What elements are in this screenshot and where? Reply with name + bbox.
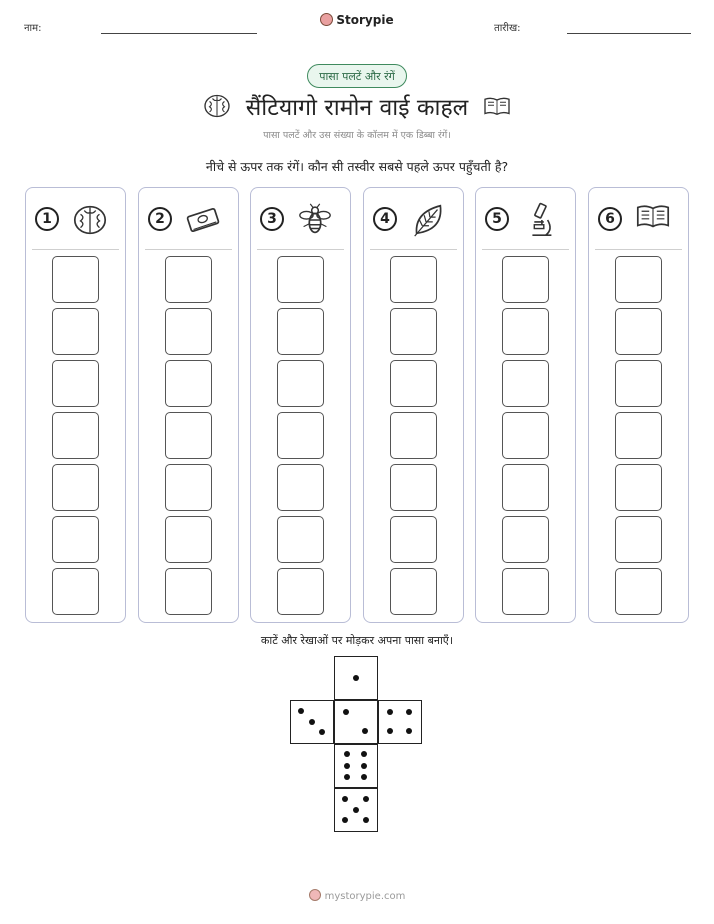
die-pip	[387, 709, 393, 715]
die-pip	[309, 719, 315, 725]
column-divider	[32, 249, 119, 250]
color-box[interactable]	[52, 308, 99, 355]
die-pip	[298, 708, 304, 714]
color-box[interactable]	[277, 568, 324, 615]
die-pip	[362, 728, 368, 734]
dice-column-6	[588, 187, 689, 623]
color-box[interactable]	[390, 464, 437, 511]
date-label: तारीख:	[494, 23, 521, 34]
color-box[interactable]	[502, 464, 549, 511]
column-divider	[370, 249, 457, 250]
color-box[interactable]	[52, 360, 99, 407]
color-box[interactable]	[502, 256, 549, 303]
die-face	[290, 700, 334, 744]
die-pip	[361, 763, 367, 769]
instruction: नीचे से ऊपर तक रंगें। कौन सी तस्वीर सबसे पहले ऊपर पहुँचती है?	[205, 159, 509, 174]
brand-logo	[0, 13, 714, 27]
color-box[interactable]	[165, 464, 212, 511]
color-box[interactable]	[390, 412, 437, 459]
date-line[interactable]	[567, 33, 691, 34]
name-label: नाम:	[24, 23, 42, 34]
column-number: 5	[485, 207, 509, 231]
die-pip	[344, 751, 350, 757]
color-box[interactable]	[615, 308, 662, 355]
die-face	[378, 700, 422, 744]
dice-column-2	[138, 187, 239, 623]
die-pip	[406, 709, 412, 715]
color-box[interactable]	[615, 360, 662, 407]
dice-column-4	[363, 187, 464, 623]
color-box[interactable]	[165, 568, 212, 615]
brand-name: Storypie	[336, 13, 394, 27]
color-box[interactable]	[615, 412, 662, 459]
column-divider	[595, 249, 682, 250]
color-box[interactable]	[277, 256, 324, 303]
color-box[interactable]	[615, 516, 662, 563]
color-box[interactable]	[165, 360, 212, 407]
color-box[interactable]	[277, 360, 324, 407]
die-pip	[344, 774, 350, 780]
bee-icon	[296, 201, 334, 239]
microscope-icon	[521, 201, 559, 239]
column-number: 3	[260, 207, 284, 231]
die-pip	[363, 796, 369, 802]
footer-url: mystorypie.com	[324, 891, 406, 902]
bear-icon	[309, 889, 321, 901]
footer	[0, 889, 714, 902]
color-box[interactable]	[502, 516, 549, 563]
die-pip	[406, 728, 412, 734]
color-box[interactable]	[390, 308, 437, 355]
column-divider	[257, 249, 344, 250]
die-pip	[342, 796, 348, 802]
die-face	[334, 788, 378, 832]
color-box[interactable]	[277, 412, 324, 459]
column-number: 6	[598, 207, 622, 231]
cut-instruction: काटें और रेखाओं पर मोड़कर अपना पासा बनाएँ।	[260, 634, 454, 647]
die-pip	[361, 774, 367, 780]
book-icon	[482, 94, 512, 118]
color-box[interactable]	[165, 308, 212, 355]
leaf-icon	[409, 201, 447, 239]
microscope-slide-icon	[184, 201, 222, 239]
color-box[interactable]	[502, 360, 549, 407]
color-box[interactable]	[52, 256, 99, 303]
die-pip	[387, 728, 393, 734]
color-box[interactable]	[615, 464, 662, 511]
dice-column-3	[250, 187, 351, 623]
column-divider	[145, 249, 232, 250]
color-box[interactable]	[502, 568, 549, 615]
page-title	[0, 90, 714, 122]
color-box[interactable]	[52, 568, 99, 615]
color-box[interactable]	[615, 256, 662, 303]
color-box[interactable]	[52, 516, 99, 563]
bear-icon	[320, 13, 333, 26]
subtitle: पासा पलटें और उस संख्या के कॉलम में एक डिब्बा रंगें।	[263, 130, 451, 141]
brain-icon	[71, 201, 109, 239]
color-box[interactable]	[52, 412, 99, 459]
color-box[interactable]	[277, 516, 324, 563]
color-box[interactable]	[52, 464, 99, 511]
column-divider	[482, 249, 569, 250]
name-line[interactable]	[101, 33, 257, 34]
column-number: 1	[35, 207, 59, 231]
dice-column-5	[475, 187, 576, 623]
die-face	[334, 700, 378, 744]
die-pip	[361, 751, 367, 757]
color-box[interactable]	[615, 568, 662, 615]
column-number: 4	[373, 207, 397, 231]
die-face	[334, 656, 378, 700]
activity-badge: पासा पलटें और रंगें	[307, 64, 407, 88]
dice-column-1	[25, 187, 126, 623]
color-box[interactable]	[502, 308, 549, 355]
color-box[interactable]	[390, 256, 437, 303]
color-box[interactable]	[165, 412, 212, 459]
color-box[interactable]	[165, 516, 212, 563]
die-face	[334, 744, 378, 788]
color-box[interactable]	[277, 464, 324, 511]
die-pip	[363, 817, 369, 823]
color-box[interactable]	[390, 516, 437, 563]
die-pip	[353, 807, 359, 813]
color-box[interactable]	[390, 360, 437, 407]
book-icon	[634, 201, 672, 239]
die-pip	[343, 709, 349, 715]
die-pip	[353, 675, 359, 681]
color-box[interactable]	[165, 256, 212, 303]
die-pip	[342, 817, 348, 823]
title-text: सैंटियागो रामोन वाई काहल	[245, 95, 469, 121]
color-box[interactable]	[502, 412, 549, 459]
brain-icon	[202, 91, 232, 121]
die-pip	[319, 729, 325, 735]
die-pip	[344, 763, 350, 769]
color-box[interactable]	[277, 308, 324, 355]
color-box[interactable]	[390, 568, 437, 615]
column-number: 2	[148, 207, 172, 231]
